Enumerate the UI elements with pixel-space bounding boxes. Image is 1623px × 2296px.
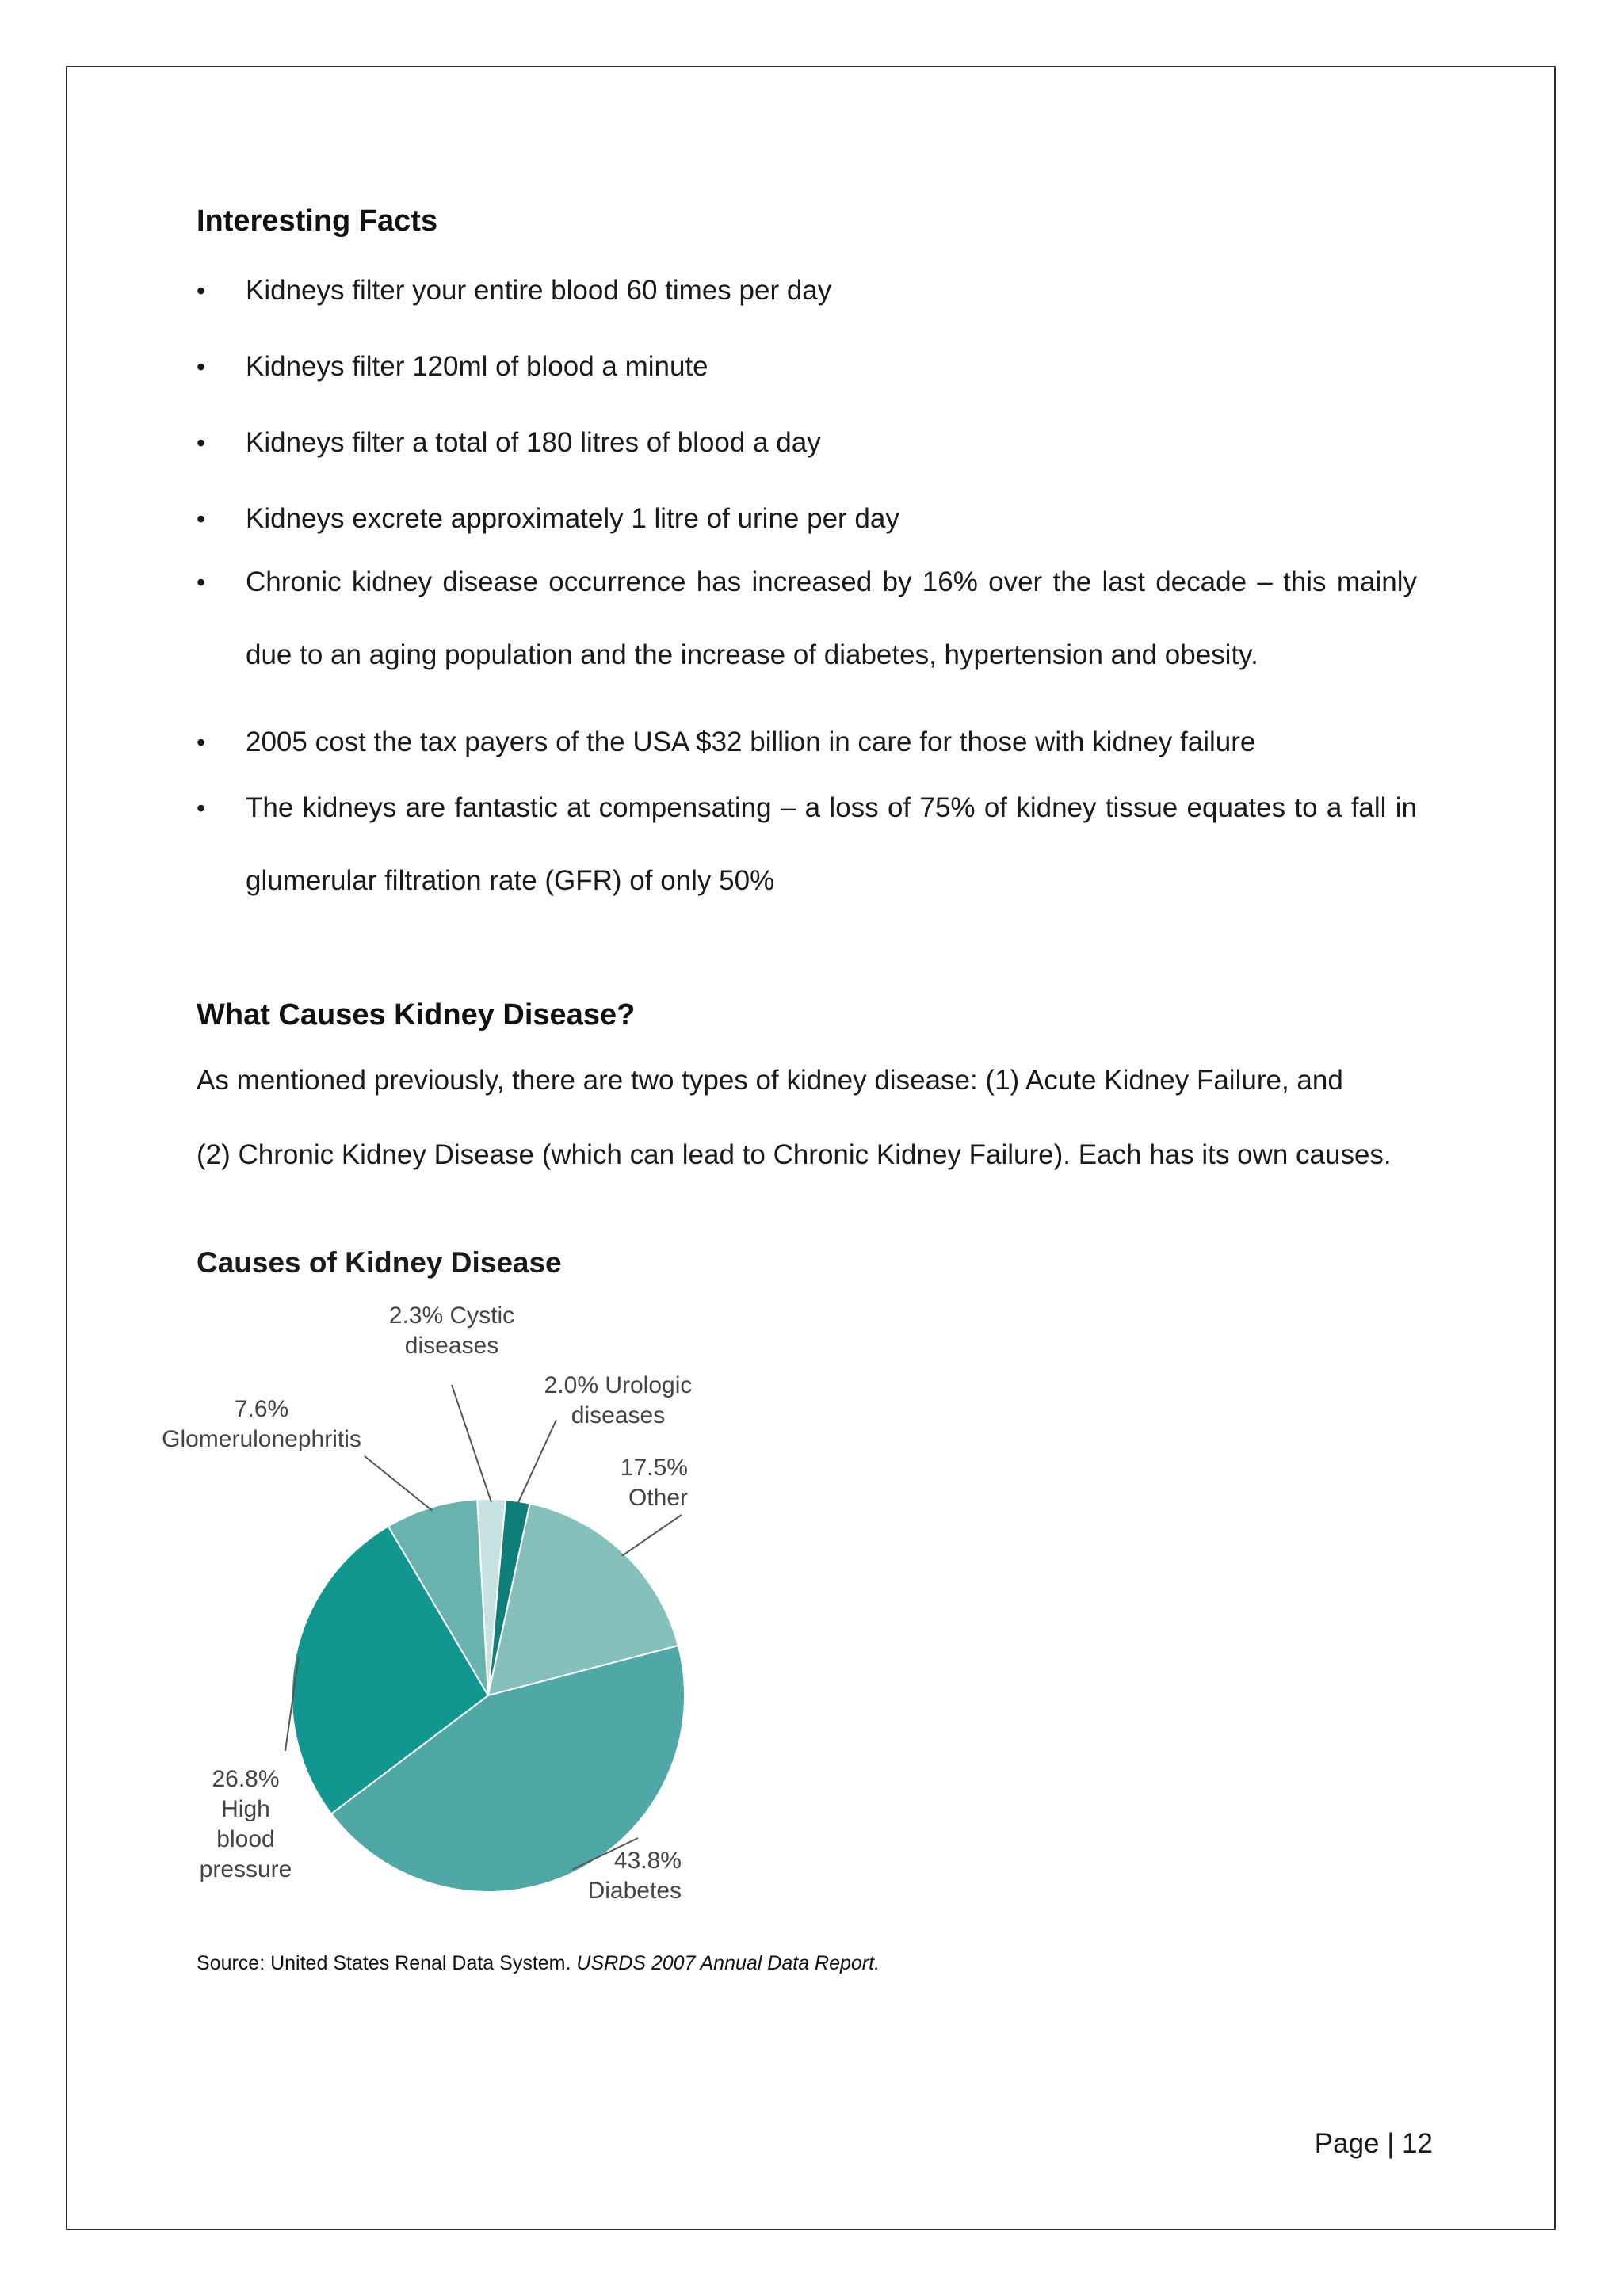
causes-paragraph-line-2: (2) Chronic Kidney Disease (which can lead to Chronic Kidney Failure). Each has its own causes. bbox=[197, 1139, 1392, 1170]
fact-text: Kidneys excrete approximately 1 litre of urine per day bbox=[246, 503, 899, 534]
pie-chart bbox=[162, 1299, 761, 1941]
bullet-icon: • bbox=[197, 277, 206, 305]
slice-label: 43.8% Diabetes bbox=[587, 1848, 682, 1904]
leader-line bbox=[517, 1420, 556, 1505]
slice-label: 17.5% Other bbox=[620, 1455, 688, 1511]
bullet-icon: • bbox=[197, 353, 206, 381]
pie-slices bbox=[292, 1499, 685, 1892]
source-text: Source: United States Renal Data System. bbox=[197, 1952, 577, 1974]
slice-label: 2.3% Cystic diseases bbox=[388, 1302, 515, 1359]
source-report-title: USRDS 2007 Annual Data Report. bbox=[576, 1952, 880, 1974]
fact-text: Kidneys filter your entire blood 60 times per day bbox=[246, 275, 832, 306]
leader-line bbox=[365, 1456, 432, 1511]
fact-text: The kidneys are fantastic at compensating – a loss of 75% of kidney tissue equates to a fall in glumerular filtration rate (GFR) of only 50% bbox=[246, 792, 1417, 896]
slice-label: 2.0% Urologic diseases bbox=[544, 1372, 693, 1428]
page-number: Page | 12 bbox=[1314, 2128, 1433, 2159]
slice-label: 7.6% Glomerulonephritis bbox=[162, 1396, 361, 1452]
bullet-icon: • bbox=[197, 794, 206, 822]
source-citation bbox=[197, 1952, 880, 1975]
slice-label: 26.8% High blood pressure bbox=[199, 1766, 292, 1882]
causes-paragraph-line-1: As mentioned previously, there are two types of kidney disease: (1) Acute Kidney Failure, and bbox=[197, 1065, 1343, 1096]
fact-text: Chronic kidney disease occurrence has increased by 16% over the last decade – this mainly due to an aging population and the increase of diabetes, hypertension and obesity. bbox=[246, 566, 1417, 670]
chart-title: Causes of Kidney Disease bbox=[197, 1246, 562, 1279]
heading-interesting-facts: Interesting Facts bbox=[197, 204, 438, 238]
heading-what-causes: What Causes Kidney Disease? bbox=[197, 998, 636, 1032]
fact-text: 2005 cost the tax payers of the USA $32 billion in care for those with kidney failure bbox=[246, 727, 1256, 757]
fact-text: Kidneys filter 120ml of blood a minute bbox=[246, 351, 708, 382]
fact-text: Kidneys filter a total of 180 litres of blood a day bbox=[246, 427, 821, 458]
bullet-icon: • bbox=[197, 728, 206, 757]
bullet-icon: • bbox=[197, 568, 206, 597]
leader-line bbox=[622, 1515, 682, 1556]
bullet-icon: • bbox=[197, 505, 206, 533]
leader-line bbox=[452, 1385, 491, 1502]
bullet-icon: • bbox=[197, 429, 206, 457]
